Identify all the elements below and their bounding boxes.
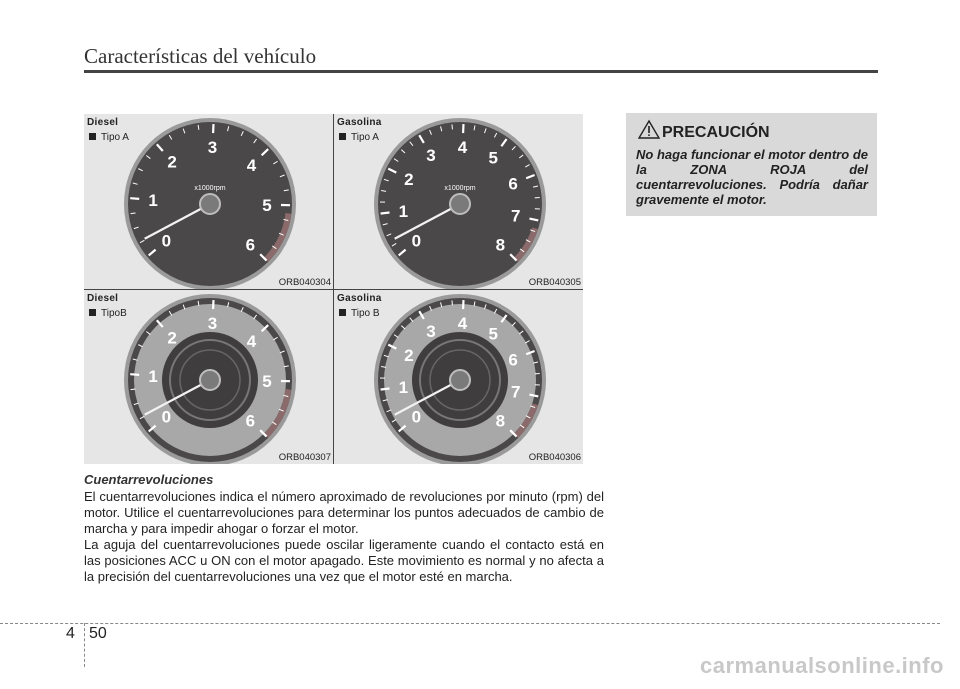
rpm-number: 8: [495, 235, 506, 255]
rpm-unit-label: x1000rpm: [444, 185, 476, 192]
engine-type-label: Diesel: [87, 117, 119, 128]
needle-hub: [200, 370, 220, 390]
major-tick: [130, 198, 139, 199]
figure-code: ORB040306: [528, 452, 581, 463]
rpm-number: 5: [488, 324, 498, 344]
rpm-number: 5: [262, 371, 272, 391]
footer-rule: [0, 623, 940, 624]
rpm-number: 0: [161, 231, 172, 251]
watermark: carmanualsonline.info: [700, 653, 944, 678]
rpm-number: 3: [207, 138, 218, 158]
needle-hub: [450, 370, 470, 390]
rpm-number: 3: [426, 145, 436, 165]
rpm-number: 5: [488, 148, 498, 168]
section-title: Cuentarrevoluciones: [84, 472, 214, 487]
rpm-number: 3: [207, 314, 218, 334]
figure-divider-horizontal: [84, 289, 583, 290]
caution-text: No haga funcionar el motor dentro de la ZONA ROJA del cuentarrevoluciones. Podría dañar gravemente el motor.: [636, 147, 868, 207]
needle-hub: [450, 194, 470, 214]
rpm-number: 2: [404, 169, 414, 189]
rpm-unit-label: x1000rpm: [194, 185, 226, 192]
tachometer-figure-gasoline-a: [334, 114, 583, 289]
rpm-number: 6: [508, 174, 518, 194]
major-tick: [381, 212, 390, 213]
running-header: Características del vehículo: [84, 44, 317, 68]
footer-separator: [84, 623, 85, 667]
rpm-number: 7: [511, 382, 521, 402]
rpm-number: 8: [495, 411, 506, 431]
rpm-number: 5: [262, 195, 272, 215]
engine-type-label: Gasolina: [337, 293, 382, 304]
engine-type-label: Gasolina: [337, 117, 382, 128]
rpm-number: 6: [245, 411, 256, 431]
gauge-type-label: TipoB: [89, 308, 127, 319]
gauge-type-label: Tipo A: [339, 132, 379, 143]
engine-type-label: Diesel: [87, 293, 119, 304]
caution-title: PRECAUCIÓN: [662, 124, 770, 141]
rpm-number: 1: [148, 190, 158, 210]
rpm-number: 0: [411, 407, 422, 427]
rpm-number: 1: [398, 377, 409, 397]
rpm-number: 4: [246, 155, 257, 175]
rpm-number: 3: [426, 321, 436, 341]
warning-triangle-icon: [638, 119, 660, 139]
rpm-number: 1: [398, 201, 409, 221]
rpm-number: 4: [457, 314, 468, 334]
tachometer-figure-gasoline-b: [334, 290, 583, 464]
minor-tick: [131, 389, 136, 390]
caution-box: [626, 113, 877, 216]
minor-tick: [131, 213, 136, 214]
major-tick: [381, 388, 390, 389]
figure-code: ORB040305: [528, 277, 581, 288]
tachometer-figure-diesel-b: [84, 290, 333, 464]
rpm-number: 6: [245, 235, 256, 255]
rpm-number: 0: [161, 407, 172, 427]
minor-tick: [452, 300, 453, 305]
rpm-number: 7: [511, 206, 521, 226]
gauge-type-label: Tipo B: [339, 308, 380, 319]
figure-code: ORB040307: [278, 452, 331, 463]
chapter-number: 4: [66, 625, 75, 642]
rpm-number: 2: [167, 328, 177, 348]
header-rule: [84, 70, 878, 73]
rpm-number: 2: [167, 152, 177, 172]
figure-code: ORB040304: [278, 277, 331, 288]
paragraph: La aguja del cuentarrevoluciones puede oscilar ligeramente cuando el contacto está en las posiciones ACC u ON con el motor apagado. Este movimiento es normal y no afecta a la precisión del cuentarrevoluciones una vez que el motor esté en marcha.: [84, 537, 604, 584]
rpm-number: 0: [411, 231, 422, 251]
needle-hub: [200, 194, 220, 214]
rpm-number: 1: [148, 366, 158, 386]
rpm-number: 2: [404, 345, 414, 365]
rpm-number: 4: [246, 331, 257, 351]
paragraph: El cuentarrevoluciones indica el número aproximado de revoluciones por minuto (rpm) del motor. Utilice el cuentarrevoluciones para determinar los puntos adecuados de cambio de marcha y para impedir ahogar o forzar el motor.: [84, 489, 604, 536]
rpm-number: 6: [508, 350, 518, 370]
minor-tick: [452, 124, 453, 129]
rpm-number: 4: [457, 138, 468, 158]
page-number: 50: [89, 625, 107, 642]
major-tick: [130, 374, 139, 375]
tachometer-figure-diesel-a: [84, 114, 333, 289]
gauge-type-label: Tipo A: [89, 132, 129, 143]
